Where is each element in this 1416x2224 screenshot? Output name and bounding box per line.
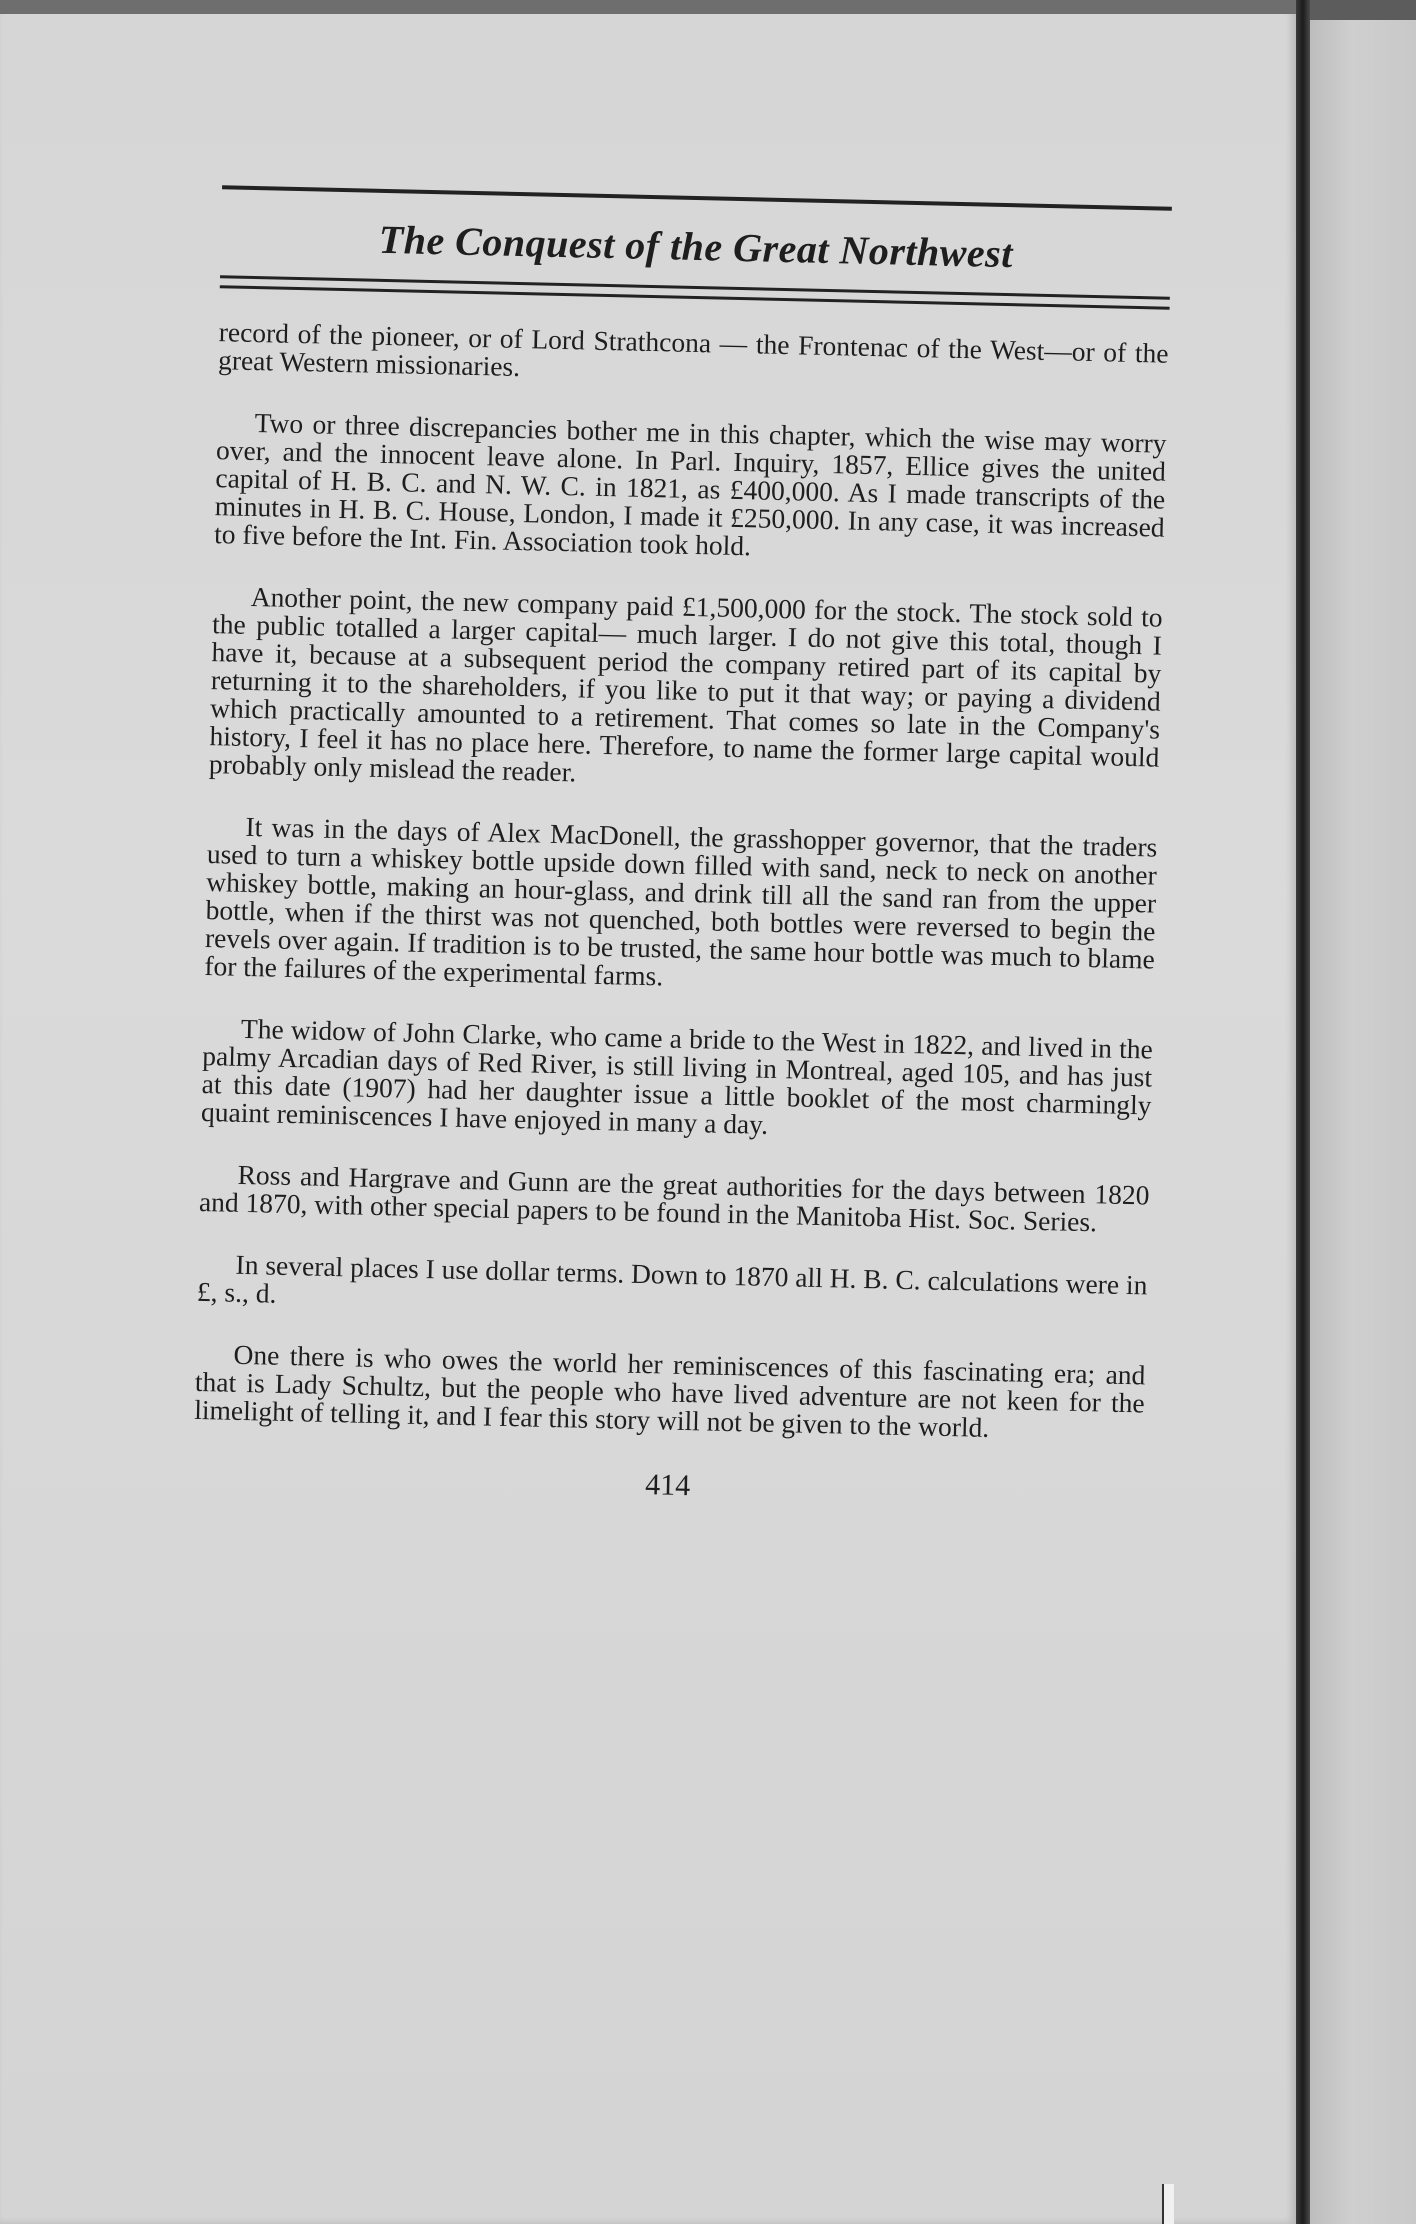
page-top-shadow bbox=[0, 0, 1296, 14]
paragraph: Ross and Hargrave and Gunn are the great authorities for the days between 1820 and 1870, with other special papers to be found in the Manitoba Hist. Soc. Series. bbox=[198, 1158, 1150, 1238]
paragraph: record of the pioneer, or of Lord Strathcona — the Frontenac of the West—or of the great Western missionaries. bbox=[217, 316, 1169, 383]
paragraph: Two or three discrepancies bother me in this chapter, which the wise may worry over, and the innocent leave alone. In Parl. Inquiry, 1857, Ellice gives the united capital of H. B. C. and N. W. C. in 1821, as £400,000. As I made transcripts of the minutes in H. B. C. House, London, I made it £250,000. In any case, it was increased to five before the Int. Fin. Association took hold. bbox=[213, 407, 1167, 562]
running-head: The Conquest of the Great Northwest bbox=[378, 216, 1014, 277]
book-gutter bbox=[1296, 0, 1310, 2224]
page-number: 414 bbox=[644, 1468, 691, 1503]
paragraph: It was in the days of Alex MacDonell, the grasshopper governor, that the traders used to turn a whiskey bottle upside down filled with sand, neck to neck on another whiskey bottle, making an hour-glass, and drink till all the sand ran from the upper bottle, when if the thirst was not quenched, both bottles were reversed to begin the revels over again. If tradition is to be trusted, the same hour bottle was much to blame for the failures of the experimental farms. bbox=[204, 810, 1158, 992]
facing-page-top-shadow bbox=[1310, 0, 1416, 20]
paragraph: Another point, the new company paid £1,500,000 for the stock. The stock sold to the public totalled a larger capital— much larger. I do not give this total, though I have it, because at a subsequent period the company retired part of its capital by returning it to the shareholders, if you like to put it that way; or paying a dividend which practically amounted to a retirement. That comes so late in the Company's history, I feel it has no place here. Therefore, to name the former large capital would probably only mislead the reader. bbox=[208, 580, 1163, 788]
paragraph: In several places I use dollar terms. Down to 1870 all H. B. C. calculations were in £, s., d. bbox=[196, 1248, 1148, 1309]
paragraph: One there is who owes the world her reminiscences of this fascinating era; and that is Lady Schultz, but the people who have lived adventure are not keen for the limelight of telling it, and I fear this story will not be given to the world. bbox=[193, 1338, 1146, 1443]
page-text-block bbox=[192, 185, 1171, 1513]
facing-page-edge bbox=[1310, 20, 1416, 2224]
body-text bbox=[194, 318, 1169, 1445]
page-corner-mark bbox=[1162, 2184, 1174, 2224]
paragraph: The widow of John Clarke, who came a bride to the West in 1822, and lived in the palmy Arcadian days of Red River, is still living in Montreal, aged 105, and has just at this date (1907) had her daughter issue a little booklet of the most charmingly quaint reminiscences I have enjoyed in many a day. bbox=[200, 1012, 1154, 1140]
